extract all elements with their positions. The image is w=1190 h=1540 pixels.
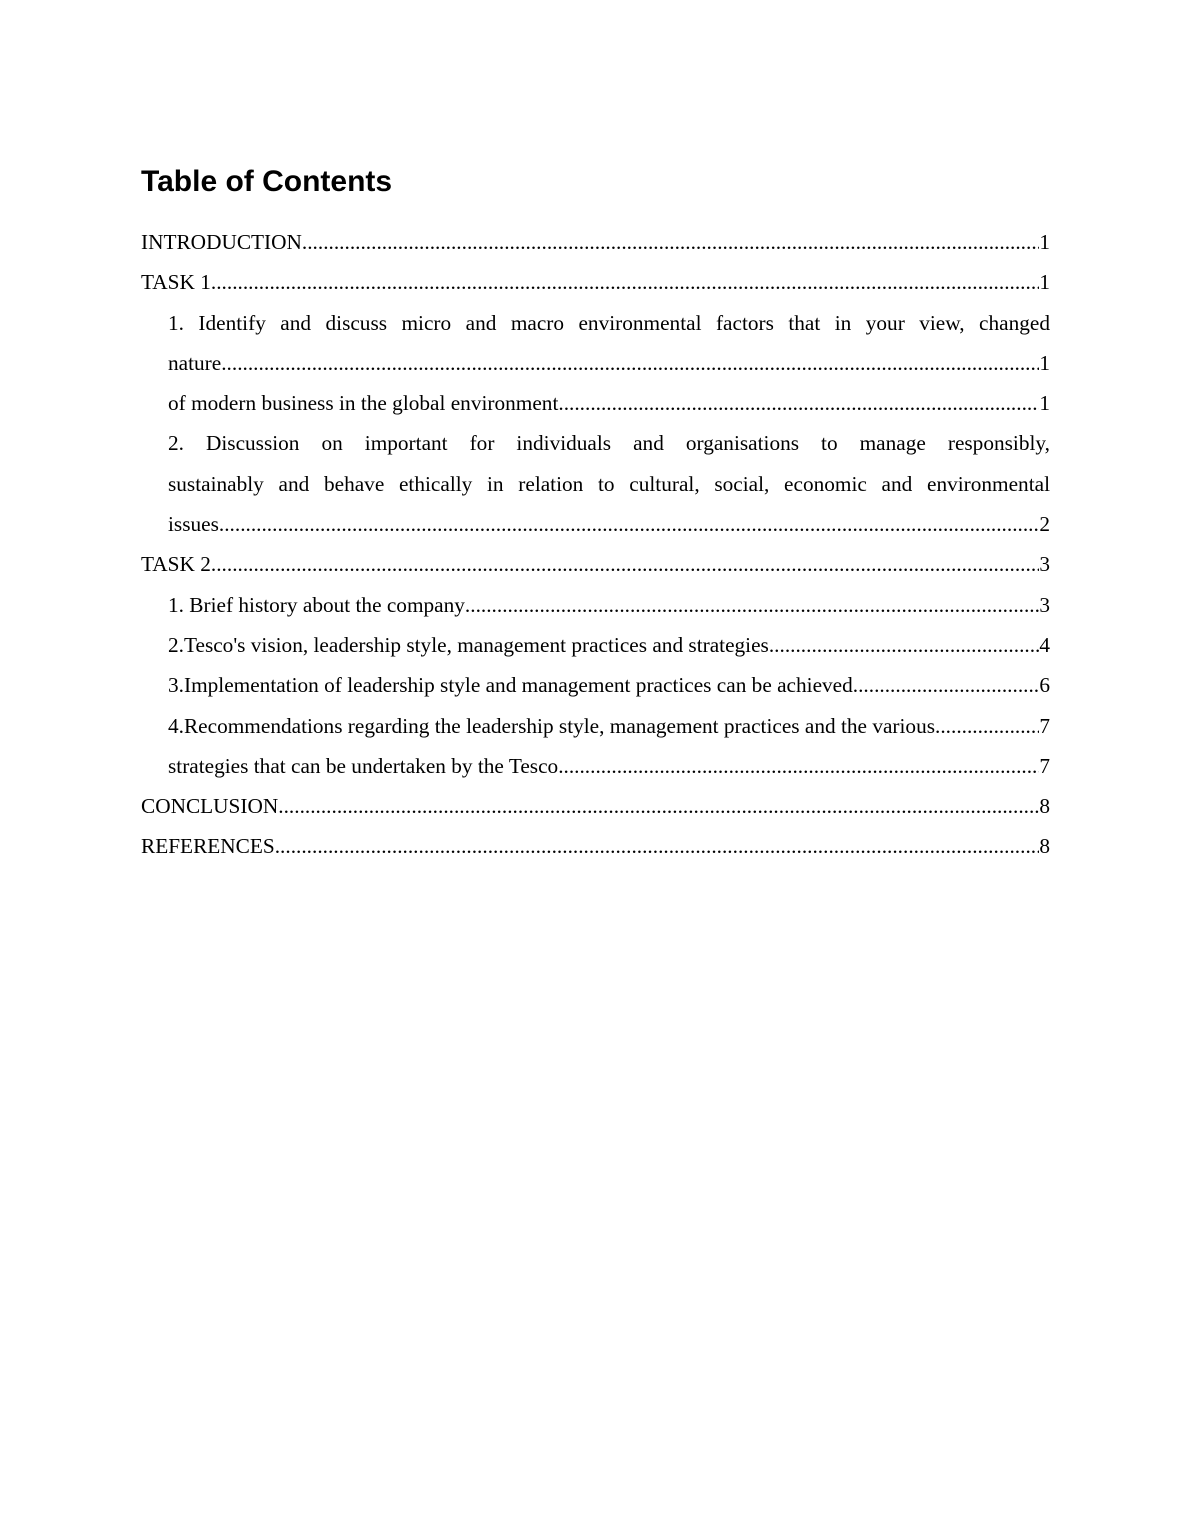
toc-leader-dots — [302, 222, 1039, 262]
toc-entry-text: INTRODUCTION — [141, 230, 302, 254]
toc-entry-text: CONCLUSION — [141, 794, 279, 819]
toc-page-number: 3 — [1039, 552, 1050, 577]
toc-entry-text: of modern business in the global environment — [168, 391, 559, 416]
toc-page-number: 1 — [1039, 230, 1050, 254]
toc-page-number: 1 — [1039, 350, 1050, 375]
toc-entry-introduction[interactable] — [141, 222, 1050, 262]
table-of-contents — [141, 222, 1050, 867]
toc-entry-task-1[interactable] — [141, 262, 1050, 302]
toc-entry-text: 4.Recommendations regarding the leadership style, management practices and the various — [168, 713, 936, 738]
toc-page-number: 6 — [1039, 673, 1050, 698]
toc-entry-task-2[interactable] — [141, 544, 1050, 584]
toc-page-number: 2 — [1039, 512, 1050, 537]
toc-entry-references[interactable] — [141, 826, 1050, 866]
toc-leader-dots — [935, 706, 1039, 746]
toc-leader-dots — [219, 504, 1039, 544]
toc-entry-text: 3.Implementation of leadership style and management practices can be achieved. — [168, 673, 859, 698]
toc-leader-dots — [275, 826, 1040, 866]
toc-entry-task1-item2-line2[interactable]: sustainably and behave ethically in relation to cultural, social, economic and environmental — [168, 471, 1050, 496]
toc-entry-text: strategies that can be undertaken by the Tesco — [168, 753, 559, 778]
toc-page-number: 7 — [1039, 713, 1050, 738]
toc-page-number: 1 — [1039, 391, 1050, 416]
toc-page-number: 4 — [1039, 632, 1050, 657]
toc-leader-dots — [558, 383, 1039, 423]
toc-leader-dots — [769, 625, 1040, 665]
toc-entry-task2-item3[interactable] — [141, 665, 1050, 705]
toc-page-number: 7 — [1039, 753, 1050, 778]
toc-entry-task2-item2[interactable] — [141, 625, 1050, 665]
toc-entry-task2-item1[interactable] — [141, 585, 1050, 625]
toc-entry-task1-item1-line2[interactable] — [141, 343, 1050, 383]
toc-leader-dots — [858, 665, 1039, 705]
toc-leader-dots — [221, 343, 1039, 383]
toc-leader-dots — [558, 746, 1039, 786]
toc-leader-dots — [465, 585, 1039, 625]
toc-entry-text: nature — [168, 350, 222, 375]
toc-leader-dots — [211, 544, 1039, 584]
toc-entry-conclusion[interactable] — [141, 786, 1050, 826]
toc-entry-task2-item4-line1[interactable] — [141, 706, 1050, 746]
toc-entry-task1-item2-line1[interactable]: 2. Discussion on important for individuals and organisations to manage responsibly, — [168, 431, 1050, 456]
toc-entry-task1-item2-line3[interactable] — [141, 504, 1050, 544]
toc-entry-task1-item1-line3[interactable] — [141, 383, 1050, 423]
toc-entry-text: issues — [168, 512, 219, 537]
toc-page-number: 8 — [1039, 834, 1050, 859]
toc-entry-task1-item1-line1[interactable]: 1. Identify and discuss micro and macro environmental factors that in your view, changed — [168, 310, 1050, 335]
toc-entry-text: TASK 1 — [141, 270, 211, 295]
toc-entry-text: TASK 2 — [141, 552, 211, 577]
toc-entry-text: REFERENCES — [141, 834, 275, 859]
toc-leader-dots — [278, 786, 1039, 826]
toc-entry-text: 1. Brief history about the company — [168, 592, 465, 617]
toc-entry-text: 2.Tesco's vision, leadership style, management practices and strategies — [168, 632, 769, 657]
toc-leader-dots — [211, 262, 1039, 302]
toc-page-number: 8 — [1039, 794, 1050, 819]
toc-page-number: 3 — [1039, 592, 1050, 617]
toc-heading: Table of Contents — [141, 165, 393, 198]
toc-page-number: 1 — [1039, 270, 1050, 295]
toc-entry-task2-item4-line2[interactable] — [141, 746, 1050, 786]
